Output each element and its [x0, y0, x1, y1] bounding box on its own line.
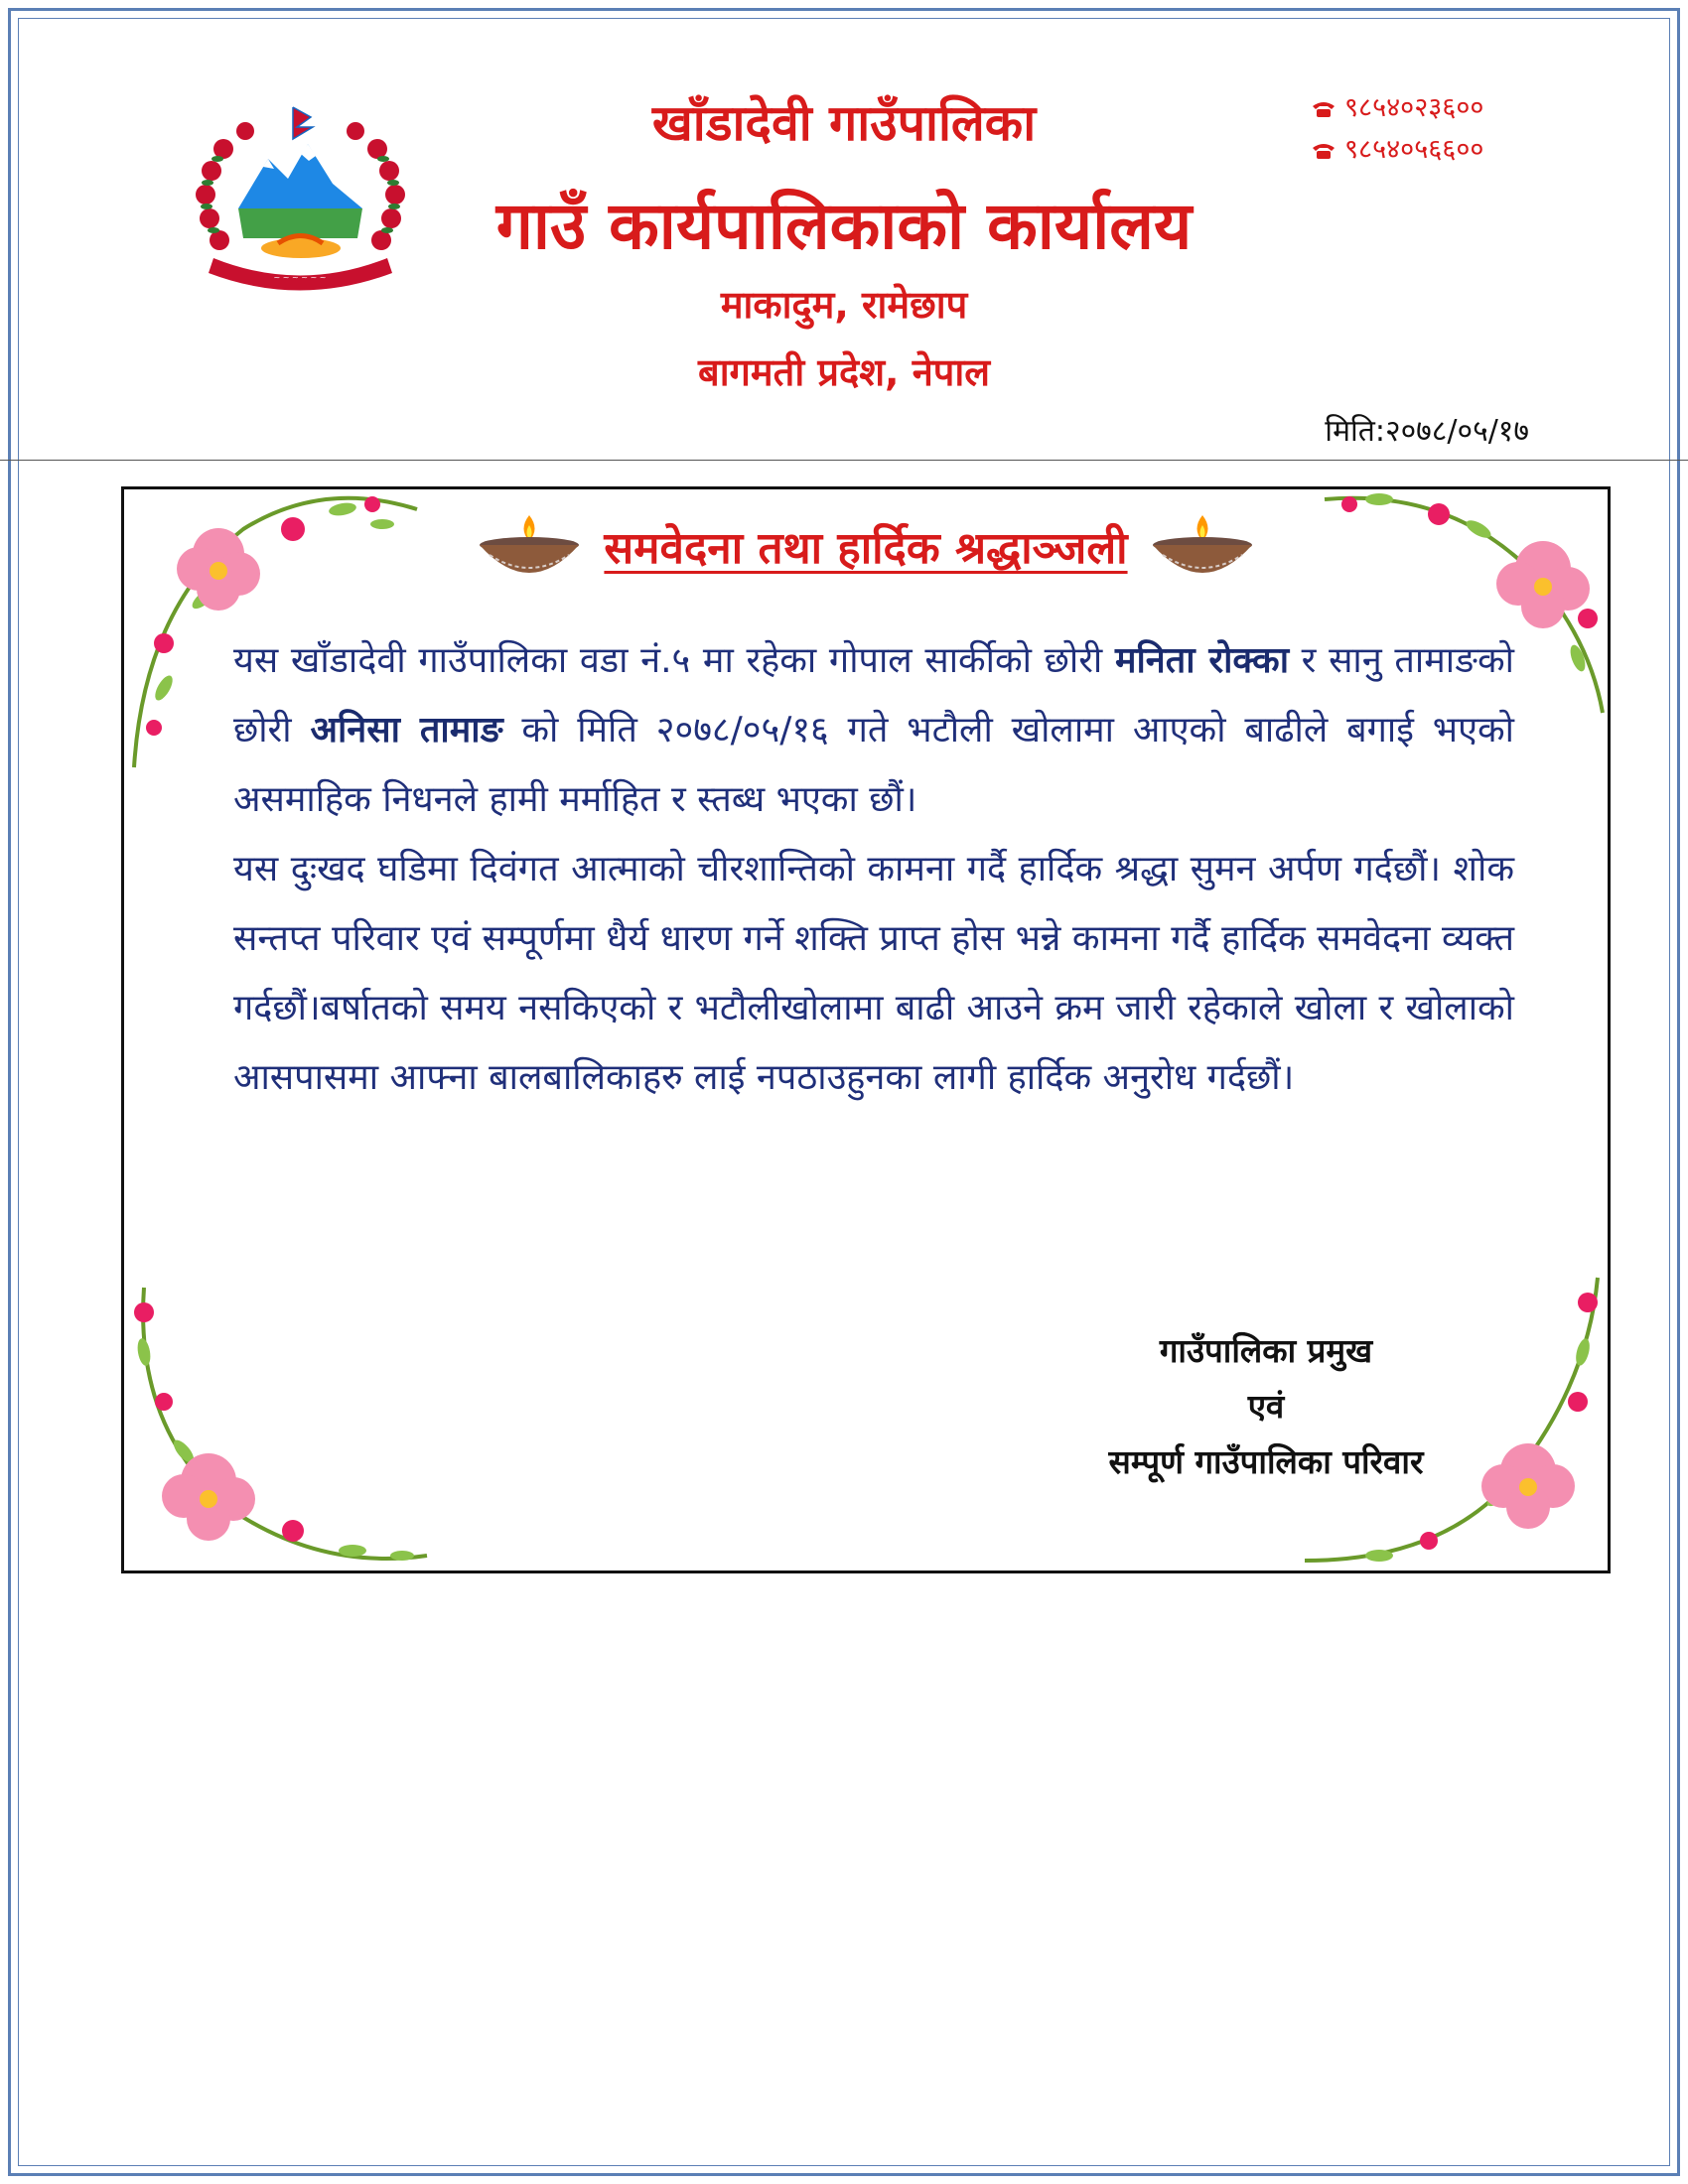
phone-row-1	[1311, 87, 1483, 129]
oil-lamp-icon	[475, 511, 584, 581]
svg-text:~ ~ ~ ~ ~ ~: ~ ~ ~ ~ ~ ~	[273, 273, 327, 282]
signature-block	[1018, 1323, 1514, 1490]
signature-line-1: गाउँपालिका प्रमुख	[1159, 1331, 1373, 1370]
flower-corner-icon	[124, 1283, 432, 1570]
condolence-card	[121, 486, 1611, 1573]
office-province: बागमती प्रदेश, नेपाल	[698, 350, 990, 394]
header-divider	[0, 460, 1688, 461]
deceased-name-1: मनिता रोक्का	[1114, 640, 1290, 681]
office-name: गाउँ कार्यपालिकाको कार्यालय	[495, 188, 1193, 264]
phone-icon	[1311, 98, 1336, 118]
phone-number-1: ९८५४०२३६००	[1344, 92, 1484, 123]
phone-icon	[1311, 140, 1336, 160]
office-location: माकादुम, रामेछाप	[720, 283, 968, 327]
signature-line-2: एवं	[1247, 1387, 1285, 1426]
deceased-name-2: अनिसा तामाङ	[310, 710, 503, 751]
contact-phones	[1311, 87, 1483, 171]
notice-paragraph-1: यस खाँडादेवी गाउँपालिका वडा नं.५ मा रहेका गोपाल सार्कीको छोरी मनिता रोक्का र सानु तामाङको छोरी अनिसा तामाङ को मिति २०७८/०५/१६ गते भटौली खोलामा आएको बाढीले बगाई भएको असमाहिक निधनले हामी मर्माहित र स्तब्ध भएका छौं।	[233, 640, 1514, 820]
notice-body	[233, 626, 1514, 1113]
notice-paragraph-2: यस दुःखद घडिमा दिवंगत आत्माको चीरशान्तिको कामना गर्दै हार्दिक श्रद्धा सुमन अर्पण गर्दछौं। शोक सन्तप्त परिवार एवं सम्पूर्णमा धैर्य धारण गर्ने शक्ति प्राप्त होस भन्ने कामना गर्दै हार्दिक समवेदना व्यक्त गर्दछौं।बर्षातको समय नसकिएको र भटौलीखोलामा बाढी आउने क्रम जारी रहेकाले खोला र खोलाको आसपासमा आफ्ना बालबालिकाहरु लाई नपठाउहुनका लागी हार्दिक अनुरोध गर्दछौं।	[233, 849, 1514, 1098]
oil-lamp-icon	[1148, 511, 1257, 581]
signature-line-3: सम्पूर्ण गाउँपालिका परिवार	[1108, 1442, 1424, 1481]
phone-number-2: ९८५४०५६६००	[1344, 134, 1484, 165]
phone-row-2	[1311, 129, 1483, 171]
municipality-name: खाँडादेवी गाउँपालिका	[651, 94, 1037, 152]
notice-title: समवेदना तथा हार्दिक श्रद्धाञ्जली	[604, 523, 1128, 574]
notice-date: मिति:२०७८/०५/१७	[1325, 414, 1529, 449]
notice-title-row	[124, 511, 1608, 581]
